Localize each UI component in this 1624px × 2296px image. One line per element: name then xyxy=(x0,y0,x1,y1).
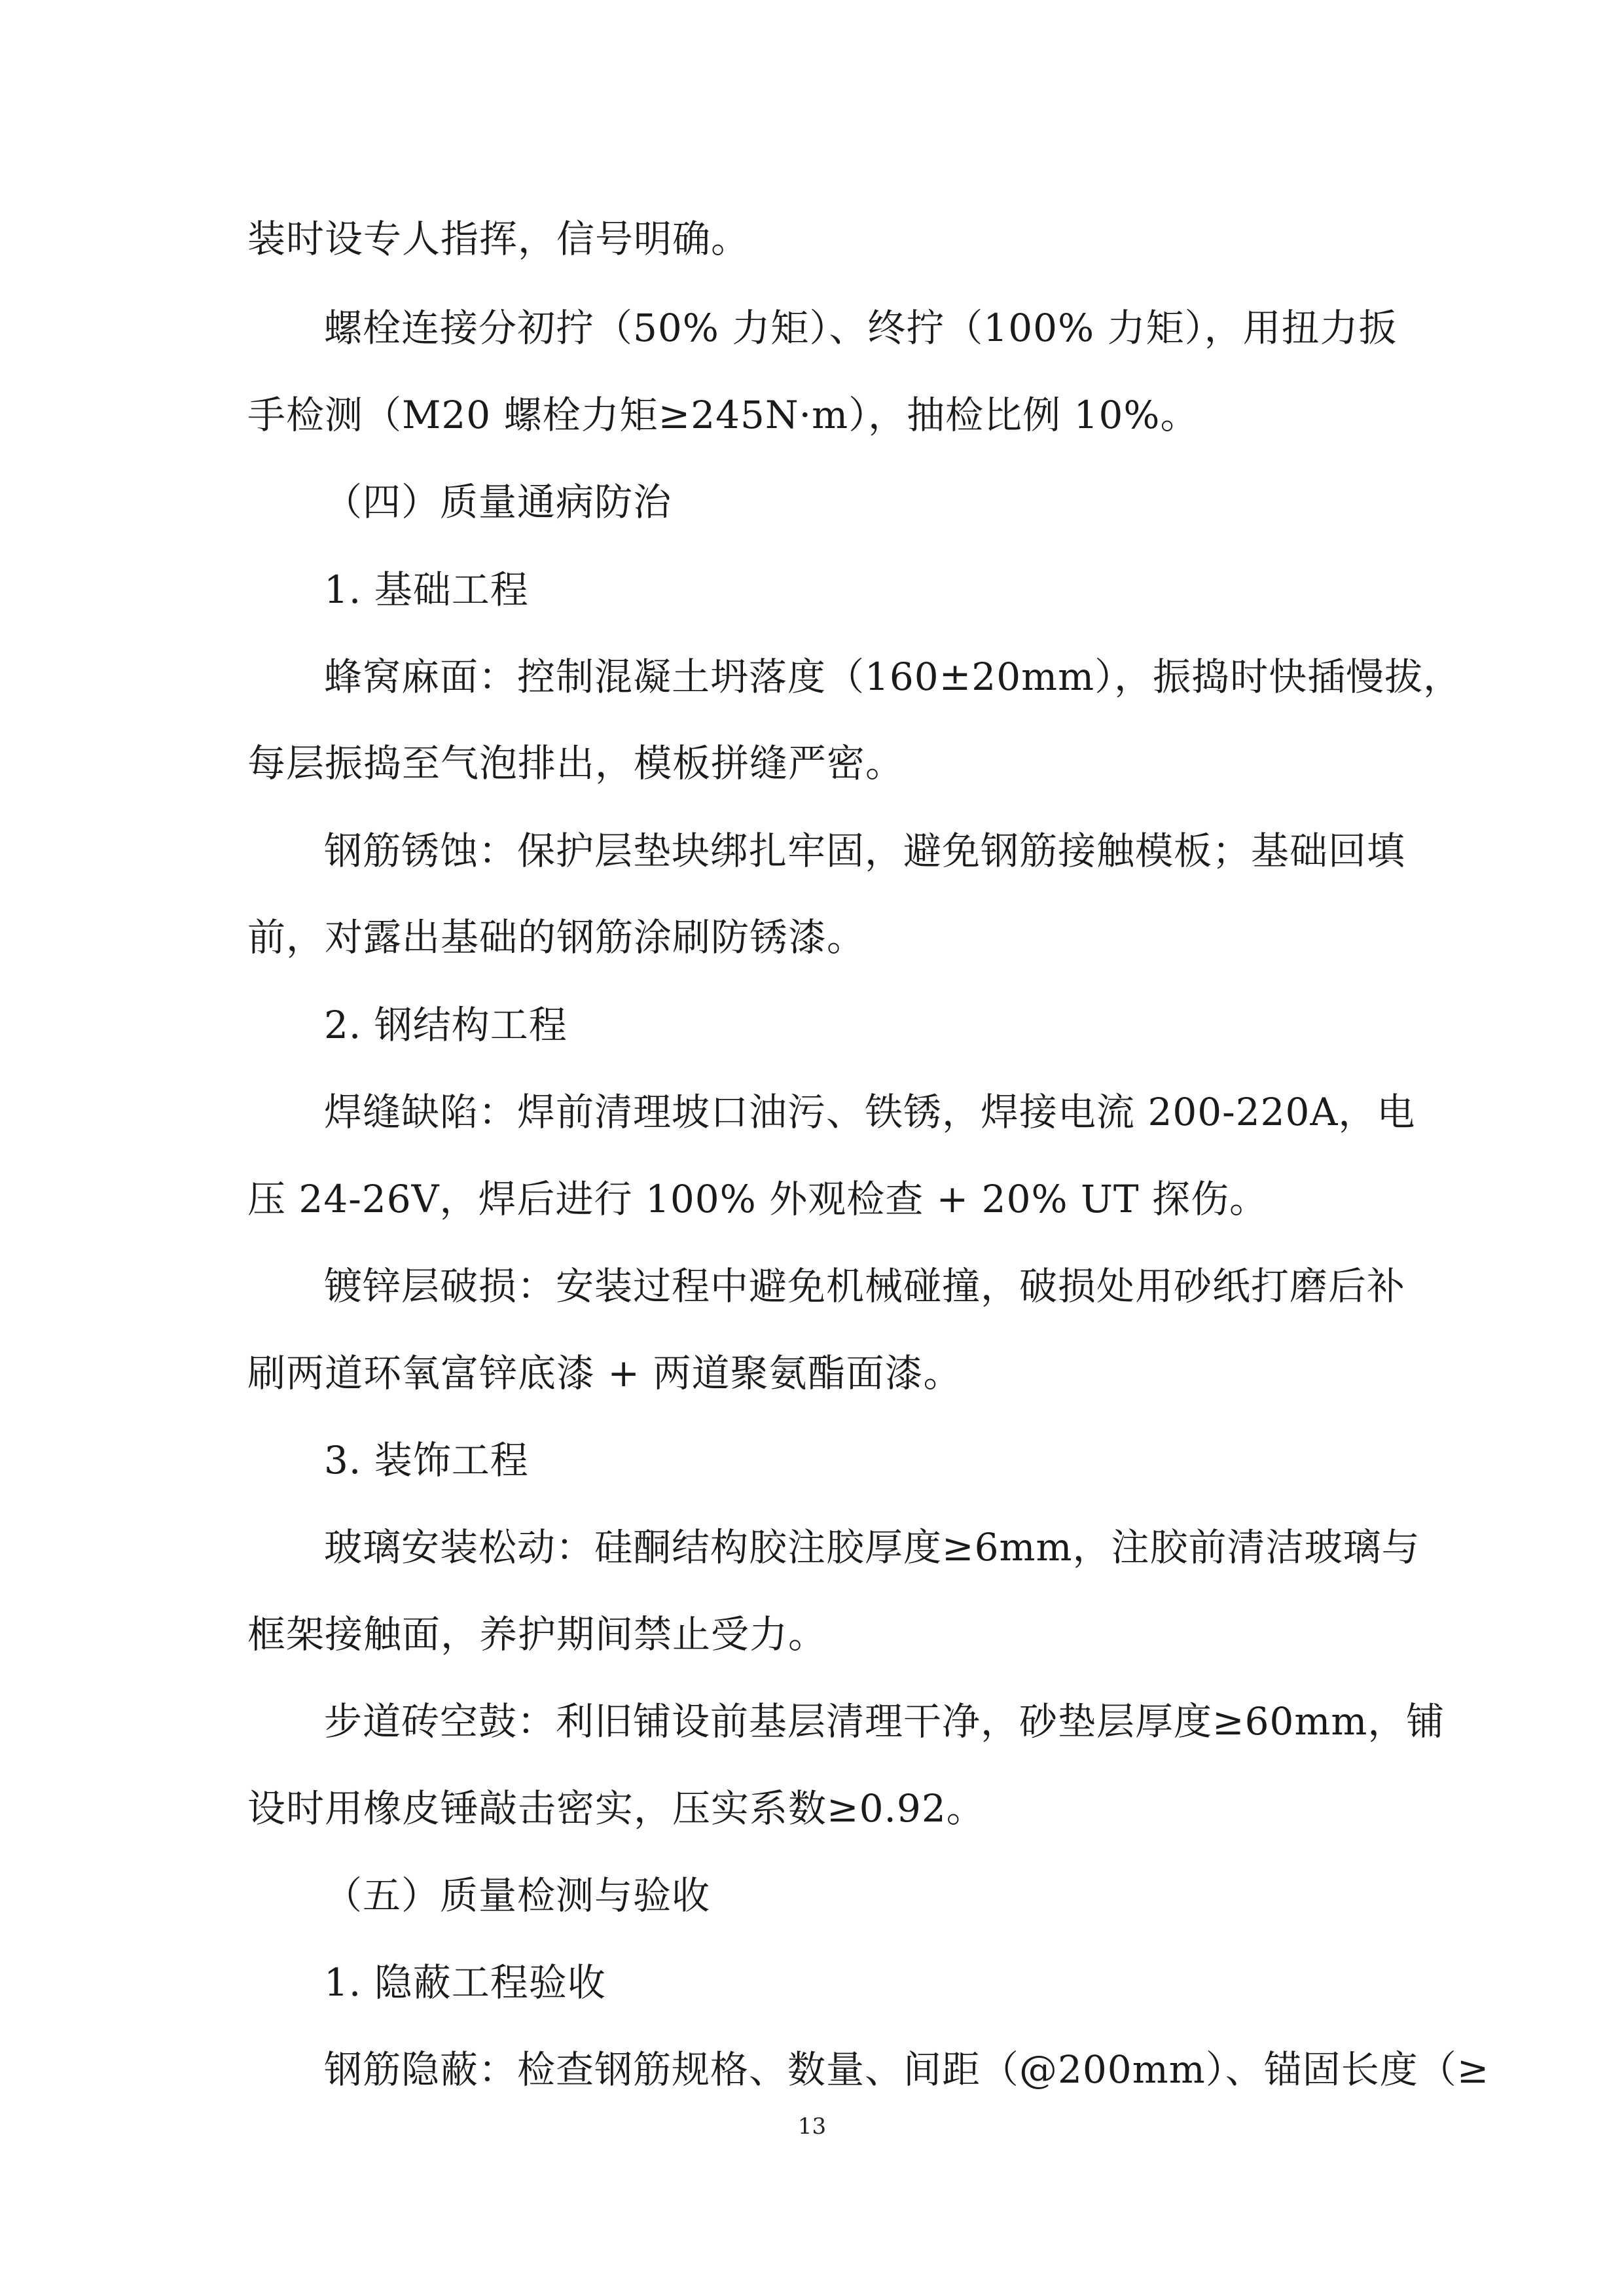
subsection-heading: 2. 钢结构工程 xyxy=(324,1003,568,1047)
paragraph-line: 装时设专人指挥，信号明确。 xyxy=(247,217,750,261)
paragraph-line: 镀锌层破损：安装过程中避免机械碰撞，破损处用砂纸打磨后补 xyxy=(324,1264,1406,1308)
subsection-heading: 3. 装饰工程 xyxy=(324,1438,529,1482)
paragraph-line: 框架接触面，养护期间禁止受力。 xyxy=(247,1612,827,1657)
paragraph-line: 设时用橡皮锤敲击密实，压实系数≥0.92。 xyxy=(247,1786,985,1831)
page-number: 13 xyxy=(797,2113,827,2140)
subsection-heading: 1. 基础工程 xyxy=(324,567,529,612)
section-heading: （四）质量通病防治 xyxy=(324,480,672,524)
paragraph-line: 钢筋隐蔽：检查钢筋规格、数量、间距（@200mm）、锚固长度（≥ xyxy=(324,2047,1490,2092)
paragraph-line: 步道砖空鼓：利旧铺设前基层清理干净，砂垫层厚度≥60mm，铺 xyxy=(324,1699,1445,1744)
paragraph-line: 前，对露出基础的钢筋涂刷防锈漆。 xyxy=(247,915,866,960)
paragraph-line: 每层振捣至气泡排出，模板拼缝严密。 xyxy=(247,741,905,785)
paragraph-line: 刷两道环氧富锌底漆 + 两道聚氨酯面漆。 xyxy=(247,1351,962,1395)
subsection-heading: 1. 隐蔽工程验收 xyxy=(324,1960,606,2005)
paragraph-line: 压 24-26V，焊后进行 100% 外观检查 + 20% UT 探伤。 xyxy=(247,1177,1269,1221)
paragraph-line: 钢筋锈蚀：保护层垫块绑扎牢固，避免钢筋接触模板；基础回填 xyxy=(324,829,1406,873)
paragraph-line: 蜂窝麻面：控制混凝土坍落度（160±20mm），振捣时快插慢拔， xyxy=(324,655,1462,699)
paragraph-line: 焊缝缺陷：焊前清理坡口油污、铁锈，焊接电流 200-220A，电 xyxy=(324,1090,1416,1134)
paragraph-line: 螺栓连接分初拧（50% 力矩）、终拧（100% 力矩），用扭力扳 xyxy=(324,306,1398,350)
paragraph-line: 玻璃安装松动：硅酮结构胶注胶厚度≥6mm，注胶前清洁玻璃与 xyxy=(324,1525,1420,1570)
section-heading: （五）质量检测与验收 xyxy=(324,1873,711,1918)
paragraph-line: 手检测（M20 螺栓力矩≥245N·m），抽检比例 10%。 xyxy=(247,393,1199,437)
